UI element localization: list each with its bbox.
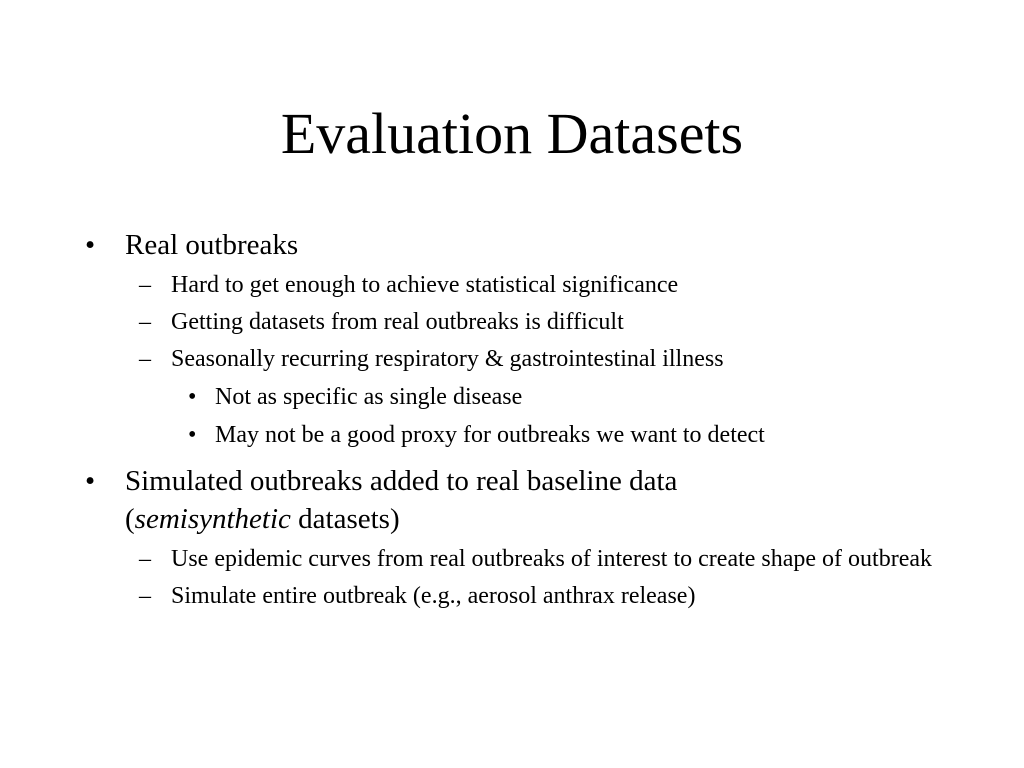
sub-sub-bullet-text: May not be a good proxy for outbreaks we want to detect	[215, 422, 765, 448]
dash-marker: –	[139, 583, 151, 609]
dash-marker: –	[139, 346, 151, 372]
bullet-text: Real outbreaks	[125, 229, 299, 261]
sub-sub-bullet-text: Not as specific as single disease	[215, 384, 523, 410]
sub-bullet-text: Getting datasets from real outbreaks is difficult	[171, 309, 624, 335]
sub-bullet-text: Use epidemic curves from real outbreaks of interest to create shape of outbreak	[171, 546, 933, 572]
bullet-real-outbreaks	[0, 226, 805, 264]
bullet-simulated-outbreaks	[0, 462, 805, 538]
sub-bullet-simulate-entire	[0, 581, 961, 611]
sub-sub-bullet-not-as-specific	[0, 382, 915, 412]
dash-marker: –	[139, 272, 151, 298]
slide-title: Evaluation Datasets	[280, 101, 744, 166]
sub-bullet-text: Simulate entire outbreak (e.g., aerosol anthrax release)	[171, 583, 696, 609]
bullet-marker: •	[188, 384, 197, 410]
dash-marker: –	[139, 309, 151, 335]
sub-bullet-text: Seasonally recurring respiratory & gastrointestinal illness	[171, 346, 724, 372]
sub-bullet-text: Hard to get enough to achieve statistical significance	[171, 272, 679, 298]
bullet-text-after: datasets)	[290, 503, 400, 535]
sub-bullet-seasonally-recurring	[0, 344, 961, 374]
bullet-text-italic: semisynthetic	[134, 503, 291, 535]
sub-sub-bullet-good-proxy	[0, 420, 915, 450]
sub-bullet-epidemic-curves	[0, 544, 961, 574]
bullet-list	[0, 226, 1024, 611]
dash-marker: –	[139, 546, 151, 572]
bullet-marker: •	[85, 229, 96, 261]
bullet-marker: •	[85, 465, 96, 497]
bullet-marker: •	[188, 422, 197, 448]
sub-bullet-getting-datasets	[0, 307, 961, 337]
sub-bullet-statistical-significance	[0, 270, 961, 300]
bullet-text-before: Simulated outbreaks added to real baseline data (	[125, 465, 678, 535]
